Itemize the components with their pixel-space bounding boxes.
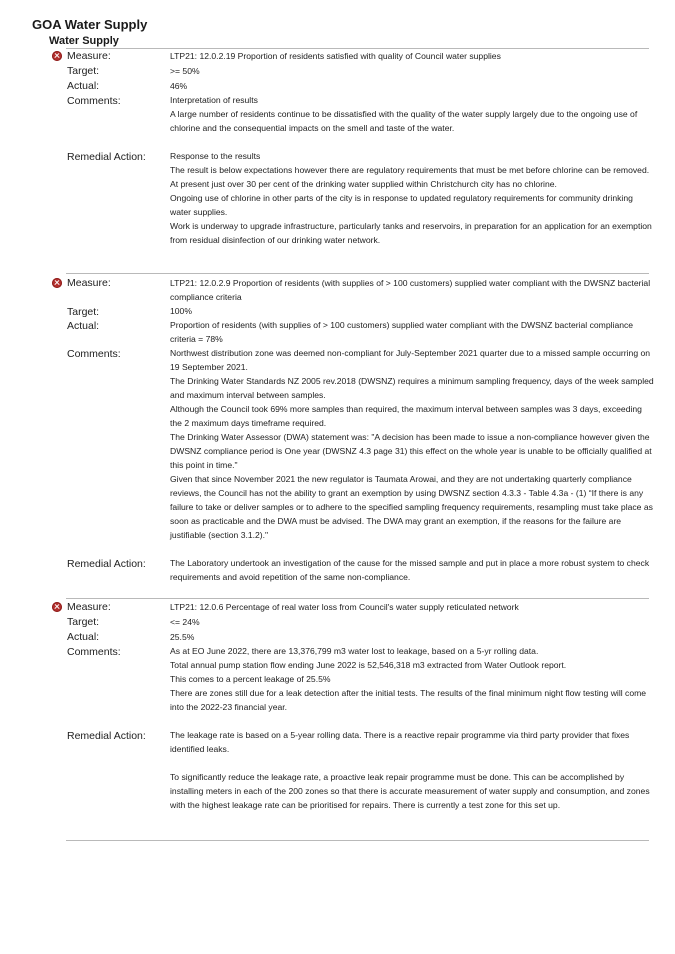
target-value: 100% — [170, 306, 192, 316]
comments-paragraph: Interpretation of results — [170, 95, 258, 105]
actual-label: Actual: — [67, 80, 100, 92]
target-value: >= 50% — [170, 66, 200, 76]
remedial-paragraph: The result is below expectations however there are regulatory requirements that must be met before chlorine can be removed. — [170, 165, 650, 175]
divider — [66, 840, 649, 841]
remedial-action-text — [170, 149, 654, 247]
remedial-action-text — [170, 728, 654, 812]
remedial-paragraph: At present just over 30 per cent of the drinking water supplied within Christchurch city has no chlorine. — [170, 179, 557, 189]
actual-value: 25.5% — [170, 632, 195, 642]
remedial-action-label: Remedial Action: — [67, 151, 146, 163]
target-label: Target: — [67, 65, 100, 77]
comments-paragraph: The Drinking Water Standards NZ 2005 rev.2018 (DWSNZ) requires a minimum sampling frequency, days of the week sampled and maximum interval between samples. — [170, 376, 654, 400]
comments-paragraph: Given that since November 2021 the new regulator is Taumata Arowai, and they are not undertaking quarterly compliance reviews, the Council has not the ability to grant an exemption by using DWSNZ section 4.3.3 - Table 4.3a - (1) “If there is any failure to take or deliver samples or to adhere to the specified sampling frequency requirements, resampling must take place as soon as practicable and the DWA must be advised. The DWA may grant an exemption, if the reasons for the failure are justifiable (section 3.1.2)." — [170, 474, 653, 540]
page-title: GOA Water Supply — [32, 17, 148, 32]
comments-text — [170, 93, 654, 135]
red-cross-icon — [52, 51, 62, 61]
measure-label: Measure: — [67, 277, 111, 289]
actual-label: Actual: — [67, 320, 100, 332]
target-label: Target: — [67, 616, 100, 628]
section-title: Water Supply — [49, 35, 119, 47]
measure-label: Measure: — [67, 601, 111, 613]
comments-paragraph: Total annual pump station flow ending June 2022 is 52,546,318 m3 extracted from Water Outlook report. — [170, 660, 567, 670]
actual-value: Proportion of residents (with supplies of > 100 customers) supplied water compliant with the DWSNZ bacterial compliance criteria = 78% — [170, 320, 634, 344]
actual-label: Actual: — [67, 631, 100, 643]
comments-label: Comments: — [67, 646, 121, 658]
comments-paragraph: Northwest distribution zone was deemed non-compliant for July-September 2021 quarter due to a missed sample occurring on 19 September 2021. — [170, 348, 651, 372]
comments-paragraph: Although the Council took 69% more samples than required, the maximum interval between samples was 3 days, exceeding the 2 maximum days timeframe required. — [170, 404, 642, 428]
comments-label: Comments: — [67, 95, 121, 107]
measure-label: Measure: — [67, 50, 111, 62]
target-value: <= 24% — [170, 617, 200, 627]
remedial-action-text — [170, 556, 654, 584]
remedial-paragraph: The leakage rate is based on a 5-year rolling data. There is a reactive repair programme via third party provider that fixes identified leaks. — [170, 730, 630, 754]
comments-paragraph: There are zones still due for a leak detection after the initial tests. The results of the final minimum night flow testing will come into the 2022-23 financial year. — [170, 688, 647, 712]
red-cross-icon — [52, 278, 62, 288]
remedial-paragraph: The Laboratory undertook an investigation of the cause for the missed sample and put in place a more robust system to check requirements and avoid repetition of the same non-compliance. — [170, 558, 650, 582]
remedial-paragraph: Ongoing use of chlorine in other parts of the city is in response to updated regulatory requirements for community drinking water supplies. — [170, 193, 633, 217]
divider — [66, 598, 649, 599]
measure-text: LTP21: 12.0.2.9 Proportion of residents (with supplies of > 100 customers) supplied water compliant with the DWSNZ bacterial compliance criteria — [170, 278, 651, 302]
red-cross-icon — [52, 602, 62, 612]
comments-paragraph: As at EO June 2022, there are 13,376,799 m3 water lost to leakage, based on a 5-yr rolling data. — [170, 646, 539, 656]
remedial-action-label: Remedial Action: — [67, 730, 146, 742]
measure-text: LTP21: 12.0.2.19 Proportion of residents satisfied with quality of Council water supplies — [170, 51, 501, 61]
comments-label: Comments: — [67, 348, 121, 360]
remedial-paragraph: Work is underway to upgrade infrastructure, particularly tanks and reservoirs, in preparation for an application for an exemption from residual disinfection of our drinking water network. — [170, 221, 652, 245]
comments-paragraph: This comes to a percent leakage of 25.5% — [170, 674, 331, 684]
comments-paragraph: A large number of residents continue to be dissatisfied with the quality of the water supply largely due to the ongoing use of chlorine and the consequential impacts on the smell and taste of the water. — [170, 109, 638, 133]
remedial-paragraph: Response to the results — [170, 151, 261, 161]
divider — [66, 273, 649, 274]
comments-text — [170, 346, 654, 542]
comments-text — [170, 644, 654, 714]
actual-value: 46% — [170, 81, 188, 91]
remedial-paragraph: To significantly reduce the leakage rate, a proactive leak repair programme must be done. This can be accomplished by installing meters in each of the 200 zones so that there is accurate measurement of water supply and consumption, and zones with the highest leakage rate can be prioritised for repairs. There is currently a test zone for this set up. — [170, 772, 650, 810]
remedial-action-label: Remedial Action: — [67, 558, 146, 570]
target-label: Target: — [67, 306, 100, 318]
comments-paragraph: The Drinking Water Assessor (DWA) statement was: "A decision has been made to issue a non-compliance however given the DWSNZ compliance period is One year (DWSNZ 4.3 page 31) this effect on the whole year is unable to be officially qualified at this point in time." — [170, 432, 652, 470]
measure-text: LTP21: 12.0.6 Percentage of real water loss from Council's water supply reticulated network — [170, 602, 519, 612]
